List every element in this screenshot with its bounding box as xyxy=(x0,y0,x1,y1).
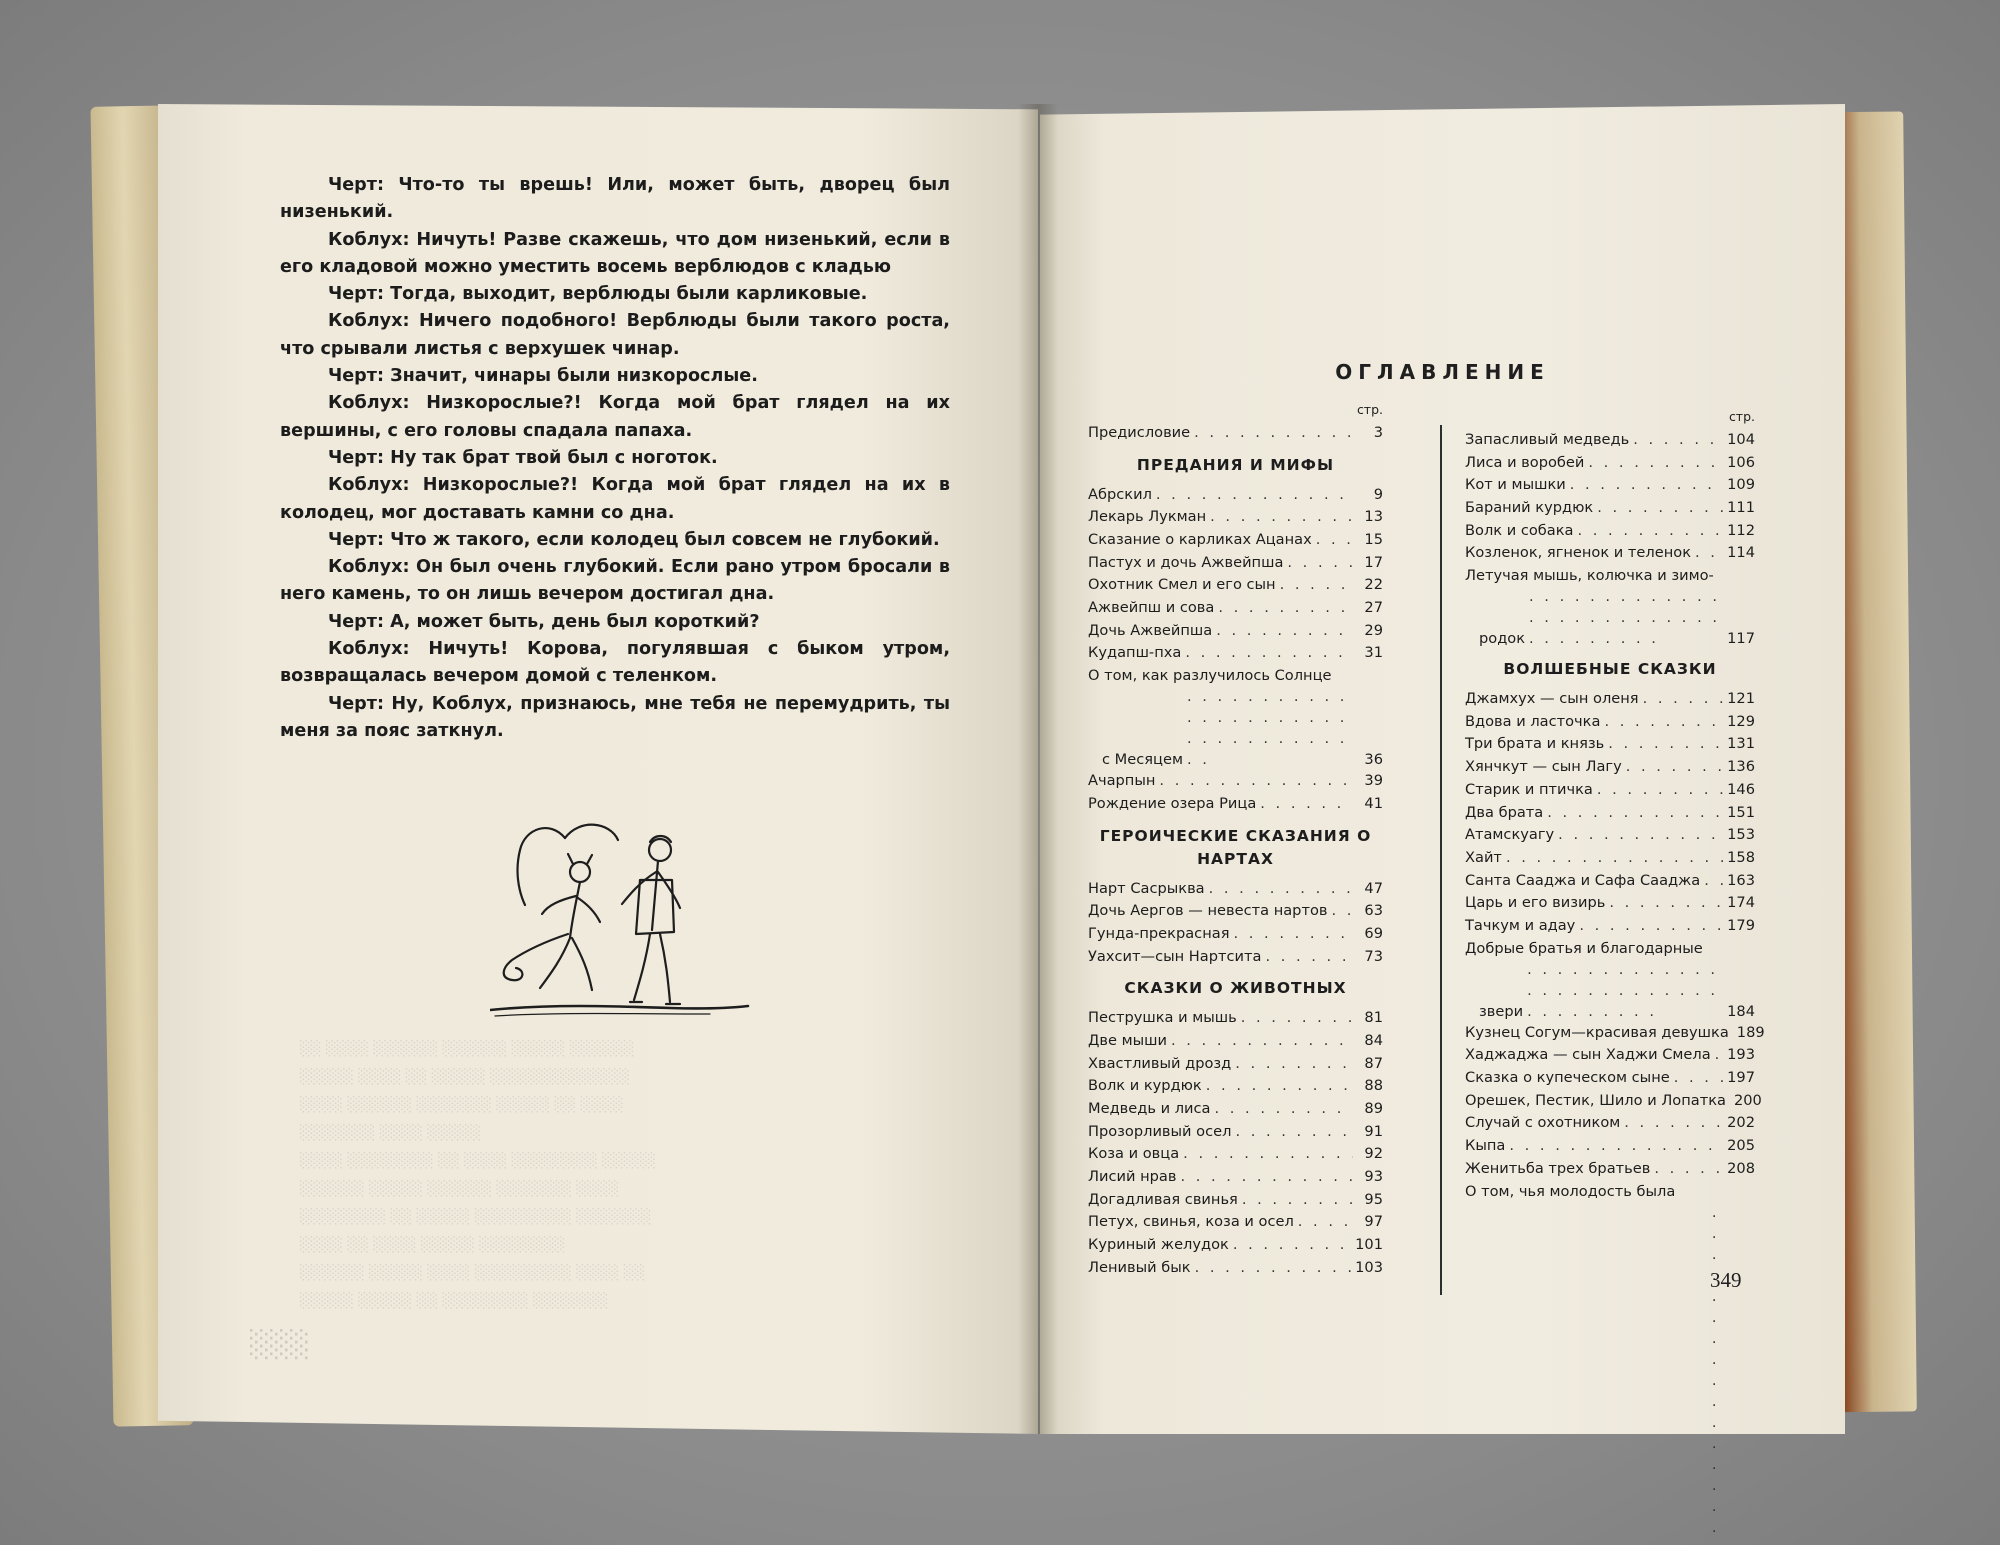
leader-dots xyxy=(1506,847,1723,870)
toc-entry xyxy=(1465,520,1755,543)
toc-entry xyxy=(1465,802,1755,825)
dialogue-text xyxy=(280,172,950,745)
toc-entry xyxy=(1088,574,1383,597)
toc-entry xyxy=(1088,1257,1383,1280)
leader-dots xyxy=(1316,529,1353,552)
toc-entry-title: Случай с охотником xyxy=(1465,1114,1621,1132)
toc-entry-title: Старик и птичка xyxy=(1465,780,1593,798)
toc-entry-title: Ачарпын xyxy=(1088,772,1156,790)
toc-entry-page: 13 xyxy=(1364,508,1383,526)
toc-entry xyxy=(1088,1075,1383,1098)
toc-entry-page: 121 xyxy=(1727,690,1755,708)
toc-entry-page: 87 xyxy=(1364,1054,1383,1072)
book-gutter xyxy=(1018,104,1058,1434)
paragraph: Черт: Тогда, выходит, верблюды были карликовые. xyxy=(328,284,868,305)
toc-entry-page: 69 xyxy=(1364,924,1383,942)
toc-entry-page: 47 xyxy=(1364,879,1383,897)
toc-entry-title: Атамскуагу xyxy=(1465,826,1555,844)
leader-dots xyxy=(1624,1112,1723,1135)
leader-dots xyxy=(1704,870,1723,893)
toc-entry xyxy=(1088,1166,1383,1189)
toc-title: ОГЛАВЛЕНИЕ xyxy=(1335,360,1550,384)
paragraph: Черт: Что-то ты врешь! Или, может быть, дворец был низенький. xyxy=(280,175,950,223)
paragraph: Коблух: Он был очень глубокий. Если рано утром бросали в него камень, то он лишь вечером достигал дна. xyxy=(280,557,950,605)
toc-entry-page: 193 xyxy=(1727,1046,1755,1064)
toc-entry-title: Орешек, Пестик, Шило и Лопатка xyxy=(1465,1091,1726,1109)
toc-entry-page: 88 xyxy=(1364,1077,1383,1095)
toc-entry xyxy=(1465,1135,1755,1158)
toc-entry xyxy=(1465,565,1755,649)
toc-entry-page: 95 xyxy=(1364,1190,1383,1208)
leader-dots xyxy=(1715,1044,1723,1067)
toc-entry-page: 84 xyxy=(1364,1031,1383,1049)
toc-entry-title: Хаджаджа — сын Хаджи Смела xyxy=(1465,1046,1711,1064)
toc-entry xyxy=(1465,870,1755,893)
toc-entry xyxy=(1088,552,1383,575)
toc-entry-page: 31 xyxy=(1364,644,1383,662)
toc-entry xyxy=(1088,484,1383,507)
leader-dots xyxy=(1527,959,1723,1022)
paragraph: Черт: Что ж такого, если колодец был совсем не глубокий. xyxy=(328,529,940,550)
toc-entry-title: О том, как разлучилось Солнце xyxy=(1088,667,1332,685)
toc-entry-title: Прозорливый осел xyxy=(1088,1122,1232,1140)
toc-entry-page: 189 xyxy=(1736,1023,1765,1041)
toc-entry xyxy=(1088,1053,1383,1076)
leader-dots xyxy=(1287,552,1353,575)
toc-entry-title: Женитьба трех братьев xyxy=(1465,1159,1651,1177)
toc-entry-page: 146 xyxy=(1727,780,1755,798)
toc-entry xyxy=(1088,643,1383,666)
toc-entry-title: Хянчкут — сын Лагу xyxy=(1465,758,1622,776)
toc-entry-title: Хайт xyxy=(1465,848,1502,866)
leader-dots xyxy=(1570,474,1723,497)
toc-entry xyxy=(1465,824,1755,847)
toc-entry xyxy=(1088,620,1383,643)
toc-entry-title: Гунда-прекрасная xyxy=(1088,924,1230,942)
leader-dots xyxy=(1643,688,1724,711)
toc-entry-page: 202 xyxy=(1727,1114,1755,1132)
leader-dots xyxy=(1241,1007,1353,1030)
toc-entry-page: 151 xyxy=(1727,803,1755,821)
toc-entry xyxy=(1465,497,1755,520)
toc-entry xyxy=(1088,1189,1383,1212)
toc-entry xyxy=(1465,474,1755,497)
paragraph: Коблух: Ничуть! Корова, погулявшая с быком утром, возвращалась вечером домой с теленком. xyxy=(280,639,950,687)
toc-entry-title: Джамхух — сын оленя xyxy=(1465,690,1639,708)
toc-entry xyxy=(1088,1030,1383,1053)
leader-dots xyxy=(1235,1121,1353,1144)
leader-dots xyxy=(1233,923,1353,946)
leader-dots xyxy=(1626,756,1723,779)
toc-entry xyxy=(1465,711,1755,734)
toc-entry-title: Петух, свинья, коза и осел xyxy=(1088,1213,1294,1231)
toc-entry-page: 27 xyxy=(1364,599,1383,617)
toc-entry-title: Вдова и ласточка xyxy=(1465,712,1601,730)
toc-entry-title: Три брата и князь xyxy=(1465,735,1605,753)
leader-dots xyxy=(1633,429,1723,452)
toc-entry-page: 89 xyxy=(1364,1100,1383,1118)
toc-entry xyxy=(1088,770,1383,793)
toc-entry-page: 114 xyxy=(1727,544,1755,562)
paragraph: Черт: Ну, Коблух, признаюсь, мне тебя не перемудрить, ты меня за пояс заткнул. xyxy=(280,693,950,741)
toc-entry xyxy=(1088,900,1383,923)
leader-dots xyxy=(1654,1158,1723,1181)
toc-entry xyxy=(1465,429,1755,452)
toc-entry-title: Тачкум и адау xyxy=(1465,916,1576,934)
toc-entry xyxy=(1465,452,1755,475)
toc-entry xyxy=(1465,1090,1762,1113)
toc-entry-title: Козленок, ягненок и теленок xyxy=(1465,544,1692,562)
toc-entry-page: 158 xyxy=(1727,848,1755,866)
toc-entry-page: 97 xyxy=(1364,1213,1383,1231)
leader-dots xyxy=(1298,1211,1353,1234)
leader-dots xyxy=(1187,686,1353,770)
toc-entry xyxy=(1088,529,1383,552)
column-divider xyxy=(1440,425,1442,1295)
toc-entry-title: Две мыши xyxy=(1088,1031,1167,1049)
toc-entry-page: 200 xyxy=(1733,1091,1762,1109)
toc-entry-title: Бараний курдюк xyxy=(1465,499,1594,517)
show-through-folio: ░░░ xyxy=(250,1330,310,1360)
toc-entry-title: Лекарь Лукман xyxy=(1088,508,1207,526)
leader-dots xyxy=(1604,711,1723,734)
toc-entry xyxy=(1465,779,1755,802)
leader-dots xyxy=(1331,900,1353,923)
toc-entry-page: 39 xyxy=(1364,772,1383,790)
leader-dots xyxy=(1609,892,1723,915)
toc-entry-title-continued: родок xyxy=(1479,630,1526,648)
toc-entry xyxy=(1465,1067,1755,1090)
toc-entry-page: 15 xyxy=(1364,531,1383,549)
toc-entry-title: Ленивый бык xyxy=(1088,1258,1191,1276)
toc-entry xyxy=(1088,878,1383,901)
toc-left-entries xyxy=(1088,422,1383,1280)
toc-section-heading: ПРЕДАНИЯ И МИФЫ xyxy=(1136,455,1335,474)
toc-entry-page: 184 xyxy=(1727,1002,1755,1020)
toc-entry xyxy=(1088,1234,1383,1257)
toc-entry-title: Уахсит—сын Нартсита xyxy=(1088,947,1262,965)
toc-entry-page: 93 xyxy=(1364,1168,1383,1186)
leader-dots xyxy=(1242,1189,1353,1212)
paragraph: Черт: А, может быть, день был короткий? xyxy=(328,611,760,632)
leader-dots xyxy=(1180,1166,1353,1189)
leader-dots xyxy=(1210,506,1353,529)
toc-entry-page: 106 xyxy=(1727,453,1755,471)
toc-entry-title: Пеструшка и мышь xyxy=(1088,1009,1237,1027)
leader-dots xyxy=(1218,597,1353,620)
leader-dots xyxy=(1695,542,1723,565)
toc-entry xyxy=(1088,665,1383,770)
toc-entry-page: 179 xyxy=(1727,916,1755,934)
leader-dots xyxy=(1579,915,1723,938)
toc-entry-page: 117 xyxy=(1727,630,1755,648)
leader-dots xyxy=(1608,733,1723,756)
leader-dots xyxy=(1265,946,1353,969)
toc-entry-page: 29 xyxy=(1364,621,1383,639)
toc-entry-page: 205 xyxy=(1727,1137,1755,1155)
toc-entry-title: Санта Сааджа и Сафа Сааджа xyxy=(1465,871,1701,889)
leader-dots xyxy=(1183,1143,1353,1166)
toc-entry xyxy=(1465,1158,1755,1181)
toc-entry xyxy=(1465,688,1755,711)
toc-entry-title: Волк и курдюк xyxy=(1088,1077,1202,1095)
toc-entry-title: Кудапш-пха xyxy=(1088,644,1182,662)
toc-section-heading: СКАЗКИ О ЖИВОТНЫХ xyxy=(1124,979,1347,998)
toc-entry xyxy=(1465,1181,1755,1545)
leader-dots xyxy=(1195,1257,1352,1280)
toc-entry-page: 129 xyxy=(1727,712,1755,730)
toc-entry-page: 104 xyxy=(1727,430,1755,448)
leader-dots xyxy=(1529,586,1723,649)
toc-entry xyxy=(1088,422,1383,445)
paragraph: Коблух: Низкорослые?! Когда мой брат глядел на их в колодец, мог доставать камни со дна. xyxy=(280,475,950,523)
toc-entry-page: 131 xyxy=(1727,735,1755,753)
toc-entry xyxy=(1465,892,1755,915)
toc-entry xyxy=(1465,756,1755,779)
leader-dots xyxy=(1674,1067,1723,1090)
paragraph: Черт: Значит, чинары были низкорослые. xyxy=(328,366,758,387)
toc-entry-page: 17 xyxy=(1364,553,1383,571)
leader-dots xyxy=(1597,779,1723,802)
toc-entry-title: Кот и мышки xyxy=(1465,476,1566,494)
toc-entry-title: Лиса и воробей xyxy=(1465,453,1585,471)
toc-right-entries xyxy=(1465,429,1765,1545)
paragraph: Коблух: Ничуть! Разве скажешь, что дом низенький, если в его кладовой можно уместить восемь верблюдов с кладью xyxy=(280,229,950,277)
toc-entry-title: Царь и его визирь xyxy=(1465,894,1606,912)
toc-entry-title: Ажвейпш и сова xyxy=(1088,599,1215,617)
toc-entry-title-continued: звери xyxy=(1479,1002,1524,1020)
toc-entry-title: Кузнец Согум—красивая девушка xyxy=(1465,1023,1729,1041)
leader-dots xyxy=(1260,793,1353,816)
leader-dots xyxy=(1280,574,1353,597)
toc-entry-title: Медведь и лиса xyxy=(1088,1100,1211,1118)
leader-dots xyxy=(1214,1098,1353,1121)
toc-entry-page: 3 xyxy=(1373,423,1383,441)
toc-entry xyxy=(1088,793,1383,816)
toc-entry-title: Два брата xyxy=(1465,803,1544,821)
leader-dots xyxy=(1194,422,1353,445)
toc-entry-title: Лисий нрав xyxy=(1088,1168,1177,1186)
toc-entry-page: 111 xyxy=(1727,499,1755,517)
toc-section-heading: ГЕРОИЧЕСКИЕ СКАЗАНИЯ О НАРТАХ xyxy=(1099,826,1372,868)
toc-entry-title: Сказание о карликах Ацанах xyxy=(1088,531,1312,549)
toc-entry xyxy=(1088,1212,1383,1235)
toc-entry-title: Дочь Аергов — невеста нартов xyxy=(1088,902,1328,920)
toc-entry xyxy=(1088,923,1383,946)
leader-dots xyxy=(1209,878,1353,901)
toc-entry xyxy=(1088,1143,1383,1166)
toc-entry-page: 109 xyxy=(1727,476,1755,494)
leader-dots xyxy=(1712,1202,1723,1545)
devil-and-koblukh-illustration xyxy=(490,810,750,1030)
toc-entry-page: 101 xyxy=(1355,1236,1383,1254)
toc-entry xyxy=(1088,946,1383,969)
toc-entry-title: Хвастливый дрозд xyxy=(1088,1054,1232,1072)
toc-entry-page: 41 xyxy=(1364,794,1383,812)
toc-section-heading: ВОЛШЕБНЫЕ СКАЗКИ xyxy=(1503,660,1717,679)
leader-dots xyxy=(1588,452,1723,475)
leader-dots xyxy=(1216,620,1353,643)
toc-column-left xyxy=(1088,398,1383,1280)
toc-entry xyxy=(1465,1044,1755,1067)
leader-dots xyxy=(1597,497,1723,520)
toc-entry-title: Нарт Сасрыква xyxy=(1088,879,1205,897)
paragraph: Коблух: Низкорослые?! Когда мой брат глядел на их вершины, с его головы спадала папаха. xyxy=(280,393,950,441)
toc-entry-page: 81 xyxy=(1364,1009,1383,1027)
toc-entry xyxy=(1088,1121,1383,1144)
toc-entry xyxy=(1088,1007,1383,1030)
toc-entry-title: Предисловие xyxy=(1088,423,1191,441)
leader-dots xyxy=(1159,770,1353,793)
toc-entry xyxy=(1465,1112,1755,1135)
leader-dots xyxy=(1509,1135,1723,1158)
toc-entry-page: 103 xyxy=(1355,1258,1383,1276)
toc-entry-title: Сказка о купеческом сыне xyxy=(1465,1069,1670,1087)
leader-dots xyxy=(1235,1053,1353,1076)
toc-entry xyxy=(1088,506,1383,529)
toc-entry-title: Летучая мышь, колючка и зимо- xyxy=(1465,567,1714,585)
toc-entry xyxy=(1465,1022,1765,1045)
toc-entry-page: 197 xyxy=(1727,1069,1755,1087)
page-column-header: стр. xyxy=(1728,409,1755,424)
leader-dots xyxy=(1185,642,1353,665)
toc-entry-page: 92 xyxy=(1364,1145,1383,1163)
page-number: 349 xyxy=(1710,1268,1742,1292)
toc-entry-title: Волк и собака xyxy=(1465,521,1574,539)
paragraph: Коблух: Ничего подобного! Верблюды были такого роста, что срывали листья с верхушек чинар. xyxy=(280,311,950,359)
toc-entry-title: Добрые братья и благодарные xyxy=(1465,939,1703,957)
toc-entry-title: Пастух и дочь Ажвейпша xyxy=(1088,553,1284,571)
toc-entry-page: 208 xyxy=(1727,1159,1755,1177)
toc-entry xyxy=(1465,938,1755,1022)
leader-dots xyxy=(1578,520,1724,543)
toc-entry xyxy=(1088,597,1383,620)
toc-entry-page: 153 xyxy=(1727,826,1755,844)
leader-dots xyxy=(1558,824,1723,847)
leader-dots xyxy=(1547,802,1723,825)
toc-entry-title: Куриный желудок xyxy=(1088,1236,1229,1254)
toc-entry-page: 36 xyxy=(1364,751,1383,769)
toc-entry xyxy=(1465,734,1755,757)
toc-entry-title: Коза и овца xyxy=(1088,1145,1180,1163)
show-through-text: ░░ ░░░░ ░░░░░░ ░░░░░░ ░░░░░ ░░░░░░ ░░░░░ ░░░░ ░░ ░░░░░ ░░░░░░░░░░░░░ ░░░░ ░░░░░░ ░░░░░░░ ░░░░░ ░░ ░░░░ ░░░░░░░ ░░░░ ░░░░░ ░░░░ ░░░░░░░░ ░░ ░░░░ ░░░░░░░░ ░░░░░ ░░░░░░ ░░░░░ ░░░░░░ ░░░░░░░ ░░░░ ░░░░░░░░ ░░ ░░░░░ ░░░░░░░░░ ░░░░░░░ ░░░░ ░░ ░░░░ ░░░░░ ░░░░░░░░ ░░░░░░ ░░░░░ ░░░░ ░░░░░░░░░ ░░░░ ░░ ░░░░░ ░░░░░ ░░ ░░░░░░░░ ░░░░░░░ xyxy=(300,1041,657,1309)
toc-entry xyxy=(1465,915,1755,938)
toc-entry-page: 73 xyxy=(1364,947,1383,965)
toc-entry xyxy=(1465,847,1755,870)
leader-dots xyxy=(1156,484,1353,507)
toc-entry-title: Охотник Смел и его сын xyxy=(1088,576,1276,594)
toc-entry-page: 22 xyxy=(1364,576,1383,594)
toc-entry-title: Дочь Ажвейпша xyxy=(1088,621,1213,639)
toc-entry-page: 163 xyxy=(1727,871,1755,889)
toc-entry-title: Кыпа xyxy=(1465,1137,1506,1155)
toc-entry xyxy=(1465,542,1755,565)
toc-entry-title: Абрскил xyxy=(1088,485,1152,503)
toc-entry-title: Запасливый медведь xyxy=(1465,430,1630,448)
toc-entry xyxy=(1088,1098,1383,1121)
page-column-header: стр. xyxy=(1356,402,1383,417)
leader-dots xyxy=(1206,1075,1353,1098)
toc-entry-page: 63 xyxy=(1364,902,1383,920)
leader-dots xyxy=(1171,1030,1353,1053)
toc-entry-page: 9 xyxy=(1373,485,1383,503)
toc-entry-title: Рождение озера Рица xyxy=(1088,794,1257,812)
toc-entry-page: 91 xyxy=(1364,1122,1383,1140)
leader-dots xyxy=(1233,1234,1351,1257)
toc-entry-page: 112 xyxy=(1727,521,1755,539)
toc-column-right xyxy=(1465,405,1765,1545)
toc-entry-title: О том, чья молодость была xyxy=(1465,1182,1676,1200)
toc-entry-title: Догадливая свинья xyxy=(1088,1190,1238,1208)
paragraph: Черт: Ну так брат твой был с ноготок. xyxy=(328,447,718,468)
toc-entry-title-continued: с Месяцем xyxy=(1102,751,1183,769)
toc-entry-page: 174 xyxy=(1727,894,1755,912)
toc-entry-page: 136 xyxy=(1727,758,1755,776)
